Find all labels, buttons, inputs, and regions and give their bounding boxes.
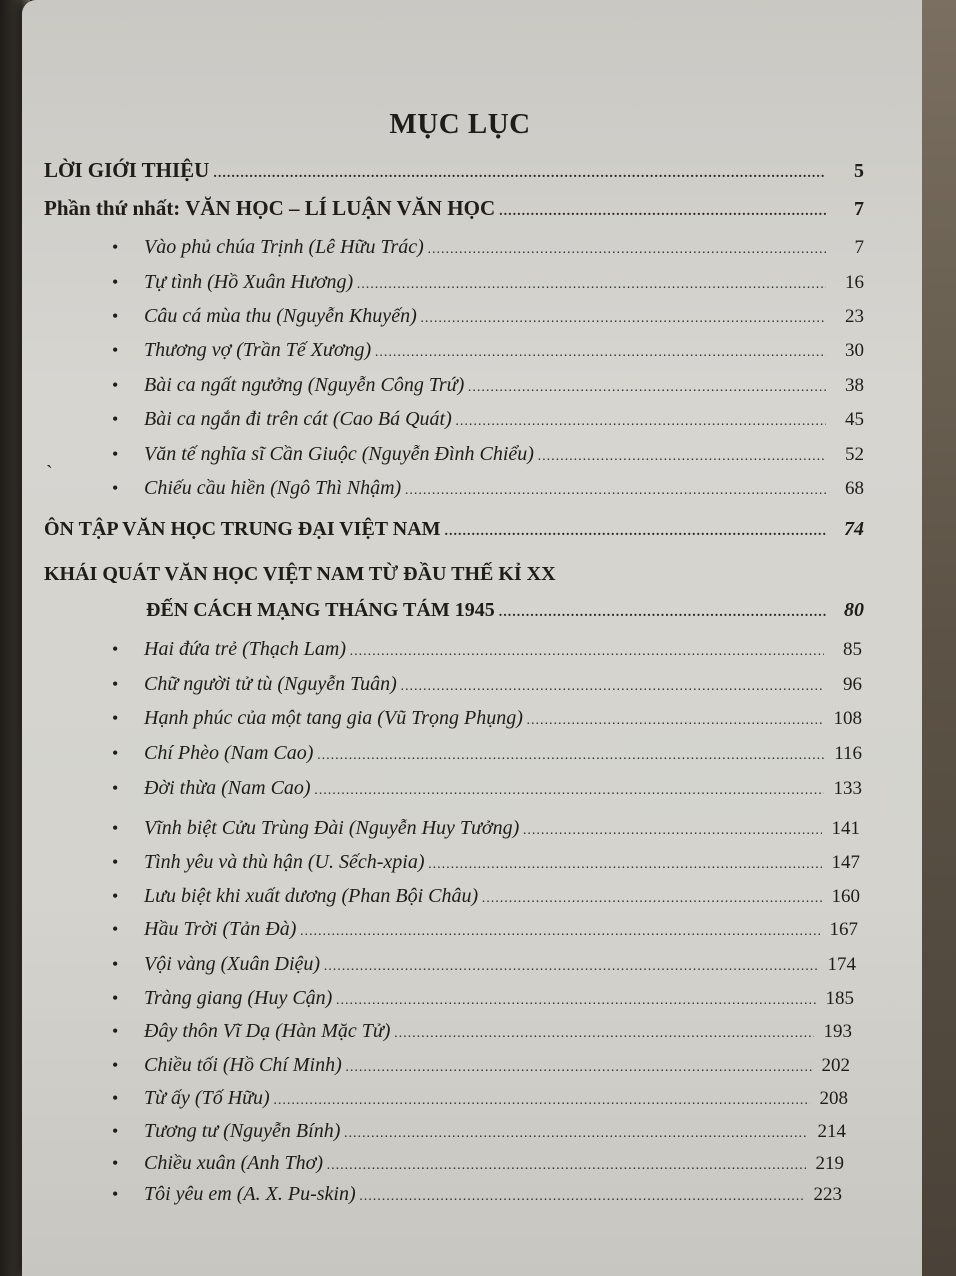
bullet-icon: •	[112, 919, 119, 939]
background-strip	[922, 0, 956, 1276]
bullet-icon: •	[112, 478, 119, 498]
toc-item-page: 133	[833, 778, 862, 799]
toc-entry-label-line2: ĐẾN CÁCH MẠNG THÁNG TÁM 1945	[146, 599, 495, 621]
leader-dots	[499, 605, 826, 621]
toc-item-label: Câu cá mùa thu (Nguyễn Khuyến)	[144, 305, 417, 327]
toc-entry-loi-gioi-thieu	[44, 158, 864, 183]
leader-dots	[324, 959, 818, 975]
toc-item-label: Vội vàng (Xuân Diệu)	[144, 953, 321, 975]
leader-dots	[527, 713, 824, 729]
bullet-icon: •	[112, 1021, 119, 1041]
toc-item-page: 219	[815, 1153, 844, 1174]
toc-entry-khai-quat-line2	[146, 599, 864, 622]
leader-dots	[327, 1158, 806, 1174]
toc-item-page: 223	[813, 1184, 842, 1205]
toc-item	[112, 339, 864, 362]
toc-item-page: 23	[845, 306, 864, 327]
toc-item	[112, 305, 864, 328]
toc-item	[112, 953, 856, 976]
leader-dots	[346, 1060, 812, 1076]
leader-dots	[350, 644, 824, 660]
bullet-icon: •	[112, 340, 119, 360]
toc-item-label: Đây thôn Vĩ Dạ (Hàn Mặc Tử)	[144, 1020, 391, 1042]
toc-entry-page: 74	[844, 518, 864, 540]
toc-item-label: Hai đứa trẻ (Thạch Lam)	[144, 638, 347, 660]
bullet-icon: •	[112, 743, 119, 763]
toc-item-page: 202	[821, 1055, 850, 1076]
toc-entry-khai-quat	[44, 563, 864, 586]
toc-item-label: Chiếu cầu hiền (Ngô Thì Nhậm)	[144, 477, 402, 499]
bullet-icon: •	[112, 1088, 119, 1108]
stray-mark: `	[46, 462, 53, 484]
toc-item-label: Bài ca ngất ngưởng (Nguyễn Công Trứ)	[144, 374, 465, 396]
bullet-icon: •	[112, 852, 119, 872]
toc-item	[112, 1120, 846, 1143]
page-title: MỤC LỤC	[389, 108, 531, 140]
toc-item	[112, 1183, 842, 1206]
bullet-icon: •	[112, 1153, 119, 1173]
toc-item-page: 38	[845, 375, 864, 396]
toc-item-label: Bài ca ngắn đi trên cát (Cao Bá Quát)	[144, 408, 452, 430]
toc-item-page: 174	[827, 954, 856, 975]
leader-dots	[357, 277, 826, 293]
leader-dots	[394, 1026, 814, 1042]
toc-item	[112, 918, 858, 941]
toc-item	[112, 638, 862, 661]
toc-item	[112, 1020, 852, 1043]
toc-item-label: Tự tình (Hồ Xuân Hương)	[144, 271, 354, 293]
toc-item-page: 193	[823, 1021, 852, 1042]
bullet-icon: •	[112, 674, 119, 694]
bullet-icon: •	[112, 954, 119, 974]
toc-item-label: Từ ấy (Tố Hữu)	[144, 1087, 270, 1109]
toc-item-page: 116	[834, 743, 862, 764]
toc-item-page: 85	[843, 639, 862, 660]
leader-dots	[344, 1126, 808, 1142]
toc-item	[112, 1054, 850, 1077]
leader-dots	[428, 242, 826, 258]
bullet-icon: •	[112, 409, 119, 429]
toc-item	[112, 271, 864, 294]
toc-entry-page: 80	[844, 599, 864, 621]
toc-item	[112, 408, 864, 431]
toc-item-label: Hạnh phúc của một tang gia (Vũ Trọng Phụng)	[144, 707, 523, 729]
toc-item-page: 208	[819, 1088, 848, 1109]
toc-entry-on-tap	[44, 518, 864, 541]
toc-entry-label: ÔN TẬP VĂN HỌC TRUNG ĐẠI VIỆT NAM	[44, 518, 441, 540]
toc-item	[112, 777, 862, 800]
toc-item-label: Tràng giang (Huy Cận)	[144, 987, 333, 1009]
leader-dots	[428, 857, 822, 873]
toc-item-label: Thương vợ (Trần Tế Xương)	[144, 339, 372, 361]
leader-dots	[482, 891, 822, 907]
bullet-icon: •	[112, 375, 119, 395]
toc-item	[112, 851, 860, 874]
toc-entry-label: Phần thứ nhất: VĂN HỌC – LÍ LUẬN VĂN HỌC	[44, 196, 496, 220]
leader-dots	[300, 924, 820, 940]
toc-entry-page: 5	[854, 160, 864, 182]
leader-dots	[401, 679, 824, 695]
toc-item	[112, 707, 862, 730]
toc-entry-phan-thu-nhat	[44, 196, 864, 221]
leader-dots	[336, 993, 816, 1009]
bullet-icon: •	[112, 886, 119, 906]
bullet-icon: •	[112, 1184, 119, 1204]
toc-item	[112, 885, 860, 908]
toc-item-label: Tôi yêu em (A. X. Pu-skin)	[144, 1183, 356, 1205]
bullet-icon: •	[112, 272, 119, 292]
toc-item-label: Lưu biệt khi xuất dương (Phan Bội Châu)	[144, 885, 479, 907]
bullet-icon: •	[112, 444, 119, 464]
toc-item	[112, 443, 864, 466]
leader-dots	[456, 414, 826, 430]
toc-item-page: 30	[845, 340, 864, 361]
toc-item-page: 16	[845, 272, 864, 293]
toc-entry-page: 7	[854, 198, 864, 220]
toc-item	[112, 817, 860, 840]
toc-item	[112, 673, 862, 696]
leader-dots	[523, 823, 822, 839]
leader-dots	[360, 1189, 804, 1205]
toc-item	[112, 236, 864, 259]
leader-dots	[213, 166, 826, 182]
toc-item-label: Tương tư (Nguyễn Bính)	[144, 1120, 341, 1142]
leader-dots	[375, 345, 826, 361]
leader-dots	[315, 783, 824, 799]
toc-item-page: 167	[829, 919, 858, 940]
toc-item-label: Chữ người tử tù (Nguyễn Tuân)	[144, 673, 397, 695]
bullet-icon: •	[112, 988, 119, 1008]
toc-item-label: Hầu Trời (Tản Đà)	[144, 918, 297, 940]
toc-entry-label: KHÁI QUÁT VĂN HỌC VIỆT NAM TỪ ĐẦU THẾ KỈ XX	[44, 563, 556, 585]
bullet-icon: •	[112, 708, 119, 728]
toc-item	[112, 477, 864, 500]
bullet-icon: •	[112, 1121, 119, 1141]
leader-dots	[274, 1093, 810, 1109]
bullet-icon: •	[112, 778, 119, 798]
toc-item-page: 214	[817, 1121, 846, 1142]
toc-item-page: 185	[825, 988, 854, 1009]
leader-dots	[421, 311, 826, 327]
toc-item-label: Vĩnh biệt Cửu Trùng Đài (Nguyễn Huy Tưởng)	[144, 817, 520, 839]
toc-item-page: 45	[845, 409, 864, 430]
leader-dots	[499, 204, 826, 220]
toc-item	[112, 1087, 848, 1110]
toc-item-page: 52	[845, 444, 864, 465]
bullet-icon: •	[112, 818, 119, 838]
toc-item-page: 68	[845, 478, 864, 499]
bullet-icon: •	[112, 306, 119, 326]
toc-item-page: 96	[843, 674, 862, 695]
toc-item	[112, 1152, 844, 1175]
leader-dots	[445, 524, 826, 540]
leader-dots	[317, 748, 824, 764]
toc-item-page: 141	[831, 818, 860, 839]
bullet-icon: •	[112, 639, 119, 659]
toc-item-page: 147	[831, 852, 860, 873]
toc-item-page: 7	[854, 237, 864, 258]
toc-item-page: 160	[831, 886, 860, 907]
bullet-icon: •	[112, 237, 119, 257]
toc-item-label: Chiều xuân (Anh Thơ)	[144, 1152, 323, 1174]
toc-entry-label: LỜI GIỚI THIỆU	[44, 158, 210, 182]
leader-dots	[538, 449, 826, 465]
toc-item-label: Văn tế nghĩa sĩ Cần Giuộc (Nguyễn Đình Chiểu)	[144, 443, 534, 465]
toc-item-label: Chiều tối (Hồ Chí Minh)	[144, 1054, 342, 1076]
leader-dots	[405, 483, 826, 499]
toc-item-page: 108	[833, 708, 862, 729]
toc-item-label: Vào phủ chúa Trịnh (Lê Hữu Trác)	[144, 236, 424, 258]
toc-item	[112, 374, 864, 397]
toc-item	[112, 742, 862, 765]
toc-item-label: Chí Phèo (Nam Cao)	[144, 742, 314, 764]
toc-item-label: Đời thừa (Nam Cao)	[144, 777, 311, 799]
leader-dots	[468, 380, 826, 396]
bullet-icon: •	[112, 1055, 119, 1075]
toc-item-label: Tình yêu và thù hận (U. Sếch-xpia)	[144, 851, 425, 873]
toc-item	[112, 987, 854, 1010]
